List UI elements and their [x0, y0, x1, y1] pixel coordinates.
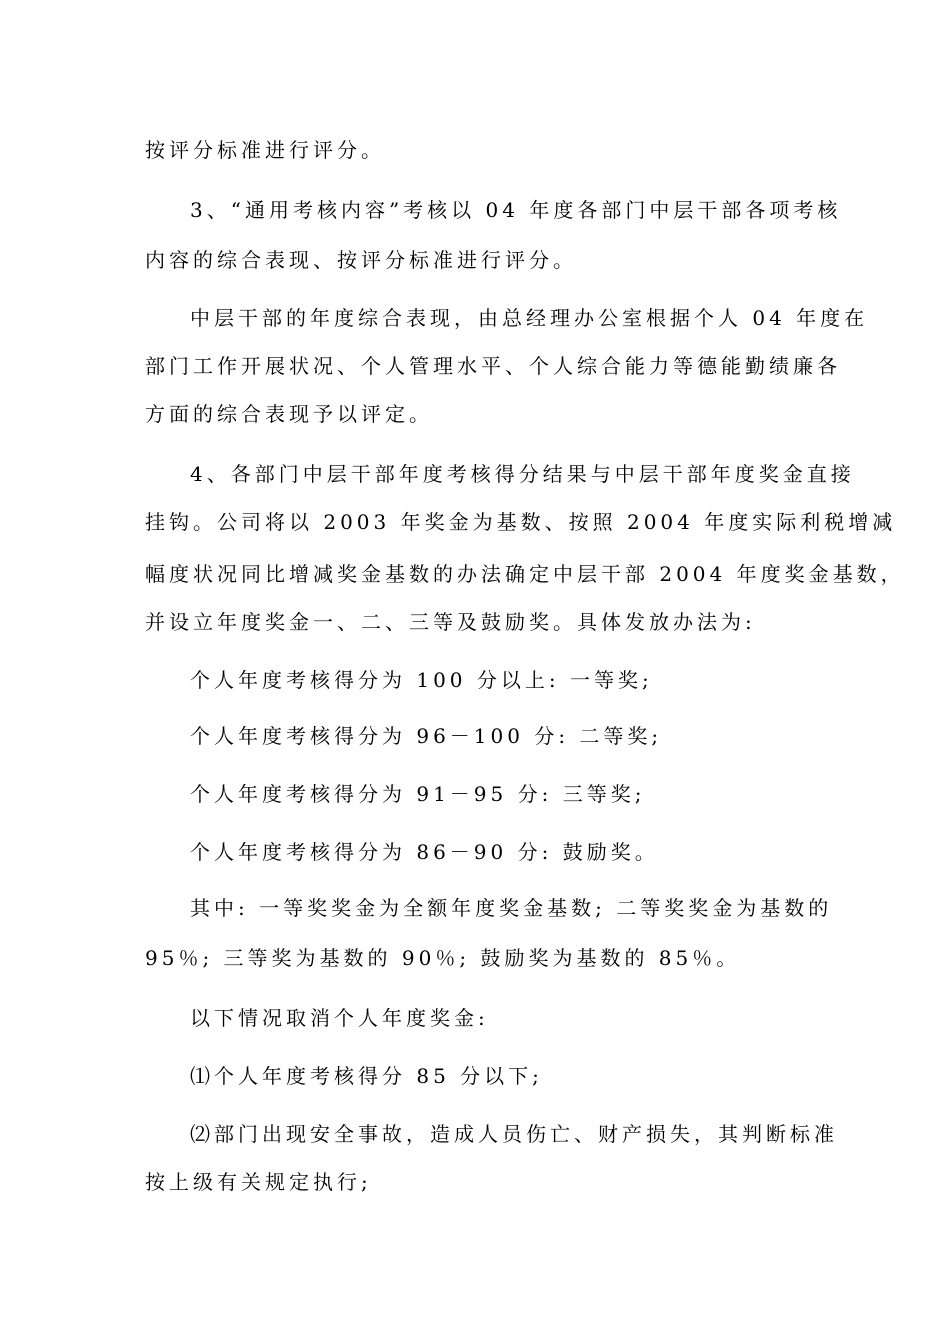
paragraph-line: 方面的综合表现予以评定。: [145, 402, 433, 426]
paragraph-line: 挂钩。公司将以 2003 年奖金为基数、按照 2004 年度实际利税增减: [145, 510, 897, 534]
paragraph-line: 个人年度考核得分为 86－90 分: 鼓励奖。: [190, 840, 659, 864]
paragraph-line: 内容的综合表现、按评分标准进行评分。: [145, 248, 577, 272]
paragraph-line: 个人年度考核得分为 96－100 分: 二等奖;: [190, 724, 663, 748]
paragraph-line: ⑵部门出现安全事故，造成人员伤亡、财产损失，其判断标准: [190, 1122, 838, 1146]
paragraph-line: 个人年度考核得分为 100 分以上: 一等奖;: [190, 668, 653, 692]
paragraph-line: 按上级有关规定执行;: [145, 1170, 372, 1194]
paragraph-line: ⑴个人年度考核得分 85 分以下;: [190, 1064, 543, 1088]
paragraph-line: 以下情况取消个人年度奖金:: [190, 1006, 489, 1030]
paragraph-line: 个人年度考核得分为 91－95 分: 三等奖;: [190, 782, 646, 806]
paragraph-line: 幅度状况同比增减奖金基数的办法确定中层干部 2004 年度奖金基数，: [145, 562, 905, 586]
paragraph-line: 其中: 一等奖奖金为全额年度奖金基数; 二等奖奖金为基数的: [190, 896, 833, 920]
paragraph-line: 中层干部的年度综合表现，由总经理办公室根据个人 04 年度在: [190, 306, 869, 330]
paragraph-line: 部门工作开展状况、个人管理水平、个人综合能力等德能勤绩廉各: [145, 354, 841, 378]
paragraph-line: 3、“通用考核内容”考核以 04 年度各部门中层干部各项考核: [190, 198, 842, 222]
paragraph-line: 95％; 三等奖为基数的 90％; 鼓励奖为基数的 85％。: [145, 946, 741, 970]
paragraph-line: 按评分标准进行评分。: [145, 138, 385, 162]
paragraph-line: 并设立年度奖金一、二、三等及鼓励奖。具体发放办法为:: [145, 610, 756, 634]
paragraph-line: 4、各部门中层干部年度考核得分结果与中层干部年度奖金直接: [190, 462, 855, 486]
